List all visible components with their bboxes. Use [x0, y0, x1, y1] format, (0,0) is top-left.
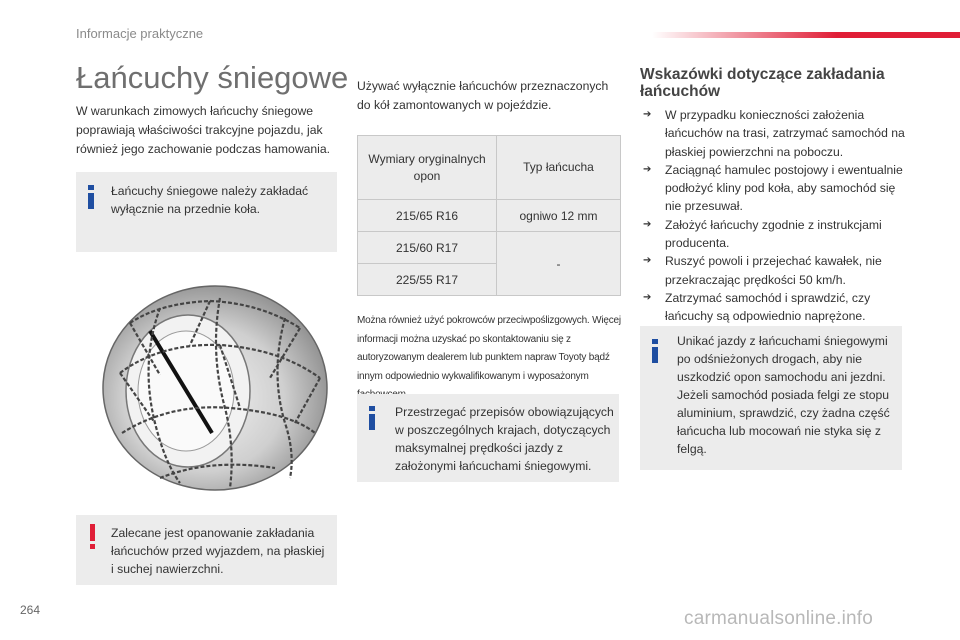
arrow-icon: ➔	[643, 291, 652, 303]
chain-spec-table	[357, 135, 621, 296]
table-cell-size: 225/55 R17	[358, 264, 497, 296]
warning-box-before-trip	[76, 515, 337, 585]
info-box-regulations	[357, 394, 619, 482]
tire-chain-drawing	[100, 283, 330, 493]
arrow-icon: ➔	[643, 109, 652, 120]
watermark: carmanualsonline.info	[684, 608, 874, 629]
list-item-text: Ruszyć powoli i przejechać kawałek, nie przekraczając prędkości 50 km/h.	[665, 254, 882, 287]
header-accent-bar	[652, 32, 960, 38]
list-item	[640, 106, 910, 161]
tips-list	[640, 106, 910, 326]
table-header-row	[358, 136, 621, 200]
table-header-chain-type: Typ łańcucha	[497, 136, 621, 200]
info-text: Unikać jazdy z łańcuchami śniegowymi po odśnieżonych drogach, aby nie uszkodzić opon samochodu ani jezdni. Jeżeli samochód posiada felgi ze stopu aluminium, sprawdzić, czy żadna część łańcucha lub mocowań nie styka się z felgą.	[677, 334, 890, 456]
col2-intro: Używać wyłącznie łańcuchów przeznaczonych do kół zamontowanych w pojeździe.	[357, 79, 609, 112]
page-title: Łańcuchy śniegowe	[76, 60, 349, 95]
tire-chain-illustration	[100, 283, 330, 493]
arrow-icon: ➔	[643, 255, 652, 267]
list-item-text: Zaciągnąć hamulec postojowy i ewentualnie podłożyć kliny pod koła, aby samochód się nie przesuwał.	[665, 162, 903, 214]
list-item	[640, 216, 910, 253]
info-text: Łańcuchy śniegowe należy zakładać wyłącznie na przednie koła.	[111, 184, 309, 216]
table-header-tire-size: Wymiary oryginalnych opon	[358, 136, 497, 200]
list-item	[640, 161, 910, 216]
info-text: Przestrzegać przepisów obowiązujących w poszczególnych krajach, dotyczących maksymalnej prędkości jazdy z założonymi łańcuchami śniegowymi.	[395, 405, 614, 473]
list-item	[640, 252, 910, 289]
page-number: 264	[20, 603, 41, 617]
tips-heading: Wskazówki dotyczące zakładania łańcuchów	[640, 66, 885, 100]
table-cell-size: 215/65 R16	[358, 200, 497, 232]
table-cell-chain: -	[497, 232, 621, 296]
table-cell-chain: ogniwo 12 mm	[497, 200, 621, 232]
info-box-damage	[640, 326, 902, 470]
section-header: Informacje praktyczne	[76, 26, 204, 41]
warning-text: Zalecane jest opanowanie zakładania łańcuchów przed wyjazdem, na płaskiej i suchej nawierzchni.	[111, 526, 325, 576]
arrow-icon: ➔	[643, 163, 652, 175]
info-box-front-wheels	[76, 172, 337, 252]
intro-paragraph: W warunkach zimowych łańcuchy śniegowe poprawiają właściwości trakcyjne pojazdu, jak również jego zachowanie podczas hamowania.	[76, 104, 331, 156]
list-item	[640, 289, 910, 326]
list-item-text: Założyć łańcuchy zgodnie z instrukcjami producenta.	[665, 217, 882, 251]
arrow-icon: ➔	[643, 218, 652, 230]
list-item-text: W przypadku konieczności założenia łańcuchów na trasi, zatrzymać samochód na płaskiej powierzchni na poboczu.	[665, 108, 905, 159]
list-item-text: Zatrzymać samochód i sprawdzić, czy łańcuchy są odpowiednio naprężone.	[665, 290, 871, 324]
table-row	[358, 200, 621, 232]
table-cell-size: 215/60 R17	[358, 232, 497, 264]
anti-skid-note: Można również użyć pokrowców przeciwpoślizgowych. Więcej informacji można uzyskać po skontaktowaniu się z autoryzowanym dealerem lub punktem napraw Toyoty bądź innym odpowiednio wykwalifikowanym i wyposażonym	[357, 315, 621, 382]
table-row	[358, 232, 621, 264]
